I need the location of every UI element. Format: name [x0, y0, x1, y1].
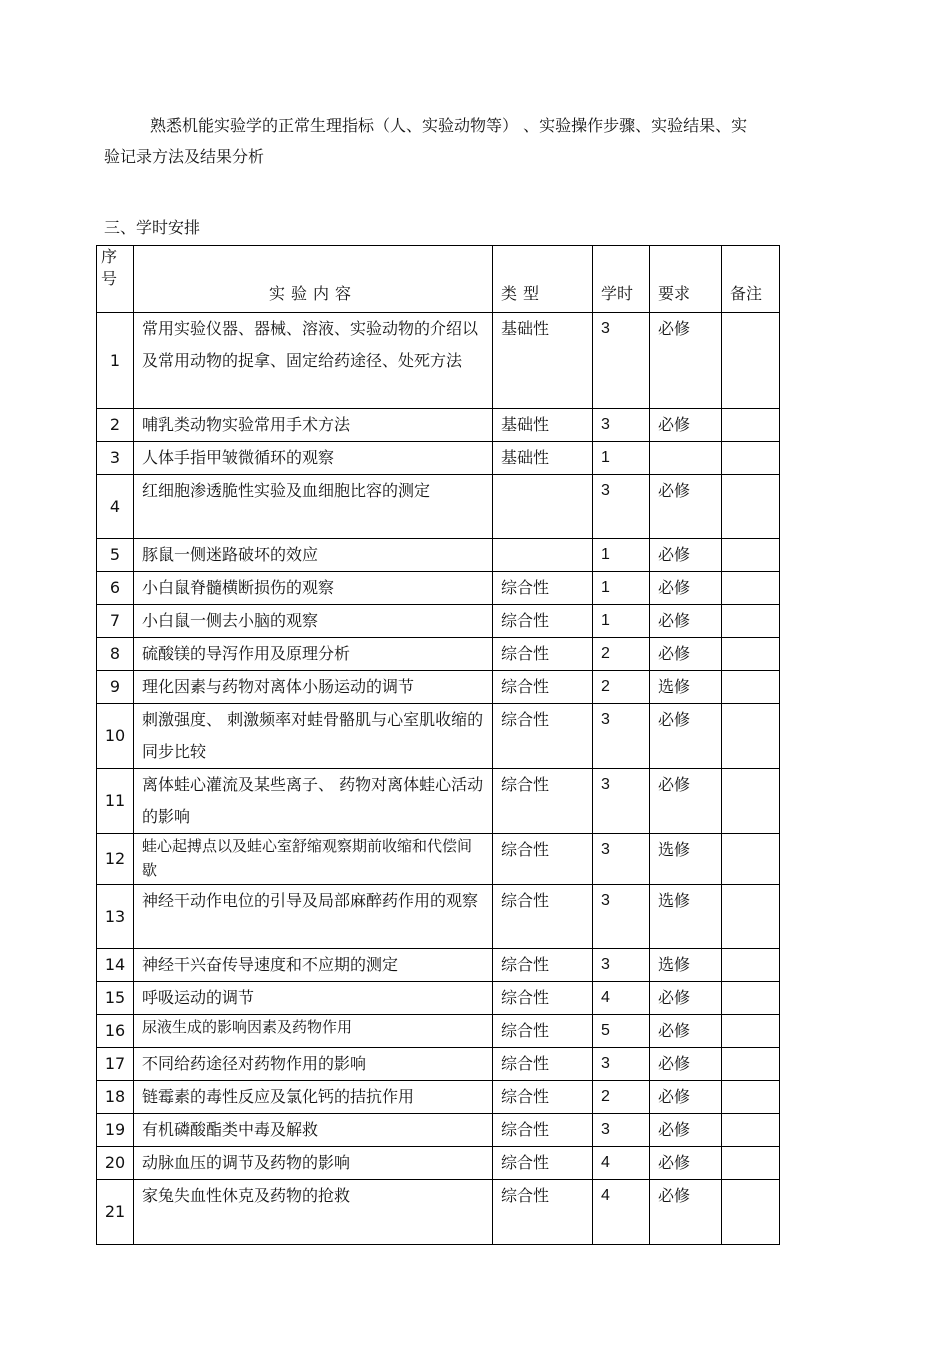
cell-no: 16 [97, 1015, 134, 1048]
cell-remarks [722, 409, 780, 442]
cell-no: 10 [97, 704, 134, 769]
cell-content: 蛙心起搏点以及蛙心室舒缩观察期前收缩和代偿间歇 [134, 834, 493, 885]
cell-requirement: 必修 [650, 1147, 722, 1180]
cell-hours: 1 [593, 539, 650, 572]
cell-no: 1 [97, 313, 134, 409]
cell-requirement: 必修 [650, 409, 722, 442]
cell-hours: 3 [593, 1114, 650, 1147]
cell-type: 综合性 [493, 638, 593, 671]
cell-content: 呼吸运动的调节 [134, 982, 493, 1015]
cell-remarks [722, 442, 780, 475]
cell-requirement: 必修 [650, 605, 722, 638]
cell-type: 综合性 [493, 1180, 593, 1245]
cell-no: 6 [97, 572, 134, 605]
cell-content: 豚鼠一侧迷路破坏的效应 [134, 539, 493, 572]
cell-requirement: 必修 [650, 704, 722, 769]
cell-no: 2 [97, 409, 134, 442]
header-requirement: 要求 [650, 246, 722, 313]
cell-no: 7 [97, 605, 134, 638]
cell-hours: 3 [593, 769, 650, 834]
table-row [97, 671, 780, 704]
cell-remarks [722, 704, 780, 769]
cell-remarks [722, 671, 780, 704]
intro-line-1: 熟悉机能实验学的正常生理指标（人、实验动物等） 、实验操作步骤、实验结果、实 [150, 116, 748, 135]
cell-remarks [722, 1081, 780, 1114]
table-row [97, 605, 780, 638]
cell-type: 综合性 [493, 1048, 593, 1081]
cell-remarks [722, 982, 780, 1015]
cell-type [493, 475, 593, 539]
cell-remarks [722, 572, 780, 605]
cell-hours: 1 [593, 572, 650, 605]
cell-remarks [722, 1048, 780, 1081]
cell-remarks [722, 1015, 780, 1048]
cell-requirement: 选修 [650, 671, 722, 704]
cell-requirement: 必修 [650, 1081, 722, 1114]
cell-remarks [722, 834, 780, 885]
table-row [97, 475, 780, 539]
cell-requirement: 选修 [650, 834, 722, 885]
cell-requirement: 必修 [650, 1048, 722, 1081]
cell-content: 神经干动作电位的引导及局部麻醉药作用的观察 [134, 885, 493, 949]
cell-type: 综合性 [493, 1081, 593, 1114]
cell-content: 哺乳类动物实验常用手术方法 [134, 409, 493, 442]
cell-type: 综合性 [493, 1114, 593, 1147]
header-hours: 学时 [593, 246, 650, 313]
cell-no: 11 [97, 769, 134, 834]
cell-requirement: 必修 [650, 539, 722, 572]
header-remarks: 备注 [722, 246, 780, 313]
table-row [97, 769, 780, 834]
cell-type: 综合性 [493, 671, 593, 704]
schedule-table [96, 245, 780, 1245]
cell-hours: 4 [593, 1147, 650, 1180]
cell-content: 家兔失血性休克及药物的抢救 [134, 1180, 493, 1245]
cell-no: 12 [97, 834, 134, 885]
intro-line-2: 验记录方法及结果分析 [104, 147, 265, 166]
cell-content: 动脉血压的调节及药物的影响 [134, 1147, 493, 1180]
table-row [97, 1114, 780, 1147]
cell-requirement: 必修 [650, 982, 722, 1015]
cell-hours: 3 [593, 409, 650, 442]
cell-content: 硫酸镁的导泻作用及原理分析 [134, 638, 493, 671]
cell-hours: 3 [593, 475, 650, 539]
cell-remarks [722, 1114, 780, 1147]
cell-content: 刺激强度、 刺激频率对蛙骨骼肌与心室肌收缩的同步比较 [134, 704, 493, 769]
cell-type: 基础性 [493, 442, 593, 475]
cell-requirement: 必修 [650, 313, 722, 409]
cell-type: 基础性 [493, 409, 593, 442]
cell-no: 18 [97, 1081, 134, 1114]
cell-hours: 4 [593, 1180, 650, 1245]
cell-type: 综合性 [493, 572, 593, 605]
cell-no: 4 [97, 475, 134, 539]
cell-type: 综合性 [493, 605, 593, 638]
table-row [97, 539, 780, 572]
cell-hours: 3 [593, 313, 650, 409]
cell-content: 人体手指甲皱微循环的观察 [134, 442, 493, 475]
cell-hours: 2 [593, 671, 650, 704]
cell-type: 综合性 [493, 834, 593, 885]
table-row [97, 1015, 780, 1048]
table-row [97, 949, 780, 982]
cell-hours: 1 [593, 605, 650, 638]
intro-paragraph [104, 110, 834, 172]
header-no: 序号 [97, 246, 134, 313]
table-row [97, 313, 780, 409]
cell-requirement: 必修 [650, 1015, 722, 1048]
cell-remarks [722, 313, 780, 409]
cell-no: 20 [97, 1147, 134, 1180]
cell-requirement: 必修 [650, 572, 722, 605]
table-row [97, 1147, 780, 1180]
cell-content: 小白鼠一侧去小脑的观察 [134, 605, 493, 638]
cell-content: 小白鼠脊髓横断损伤的观察 [134, 572, 493, 605]
cell-hours: 3 [593, 949, 650, 982]
cell-requirement: 选修 [650, 885, 722, 949]
cell-no: 14 [97, 949, 134, 982]
header-type: 类型 [493, 246, 593, 313]
cell-no: 13 [97, 885, 134, 949]
table-row [97, 638, 780, 671]
cell-type: 综合性 [493, 1015, 593, 1048]
cell-hours: 3 [593, 704, 650, 769]
table-row [97, 1081, 780, 1114]
cell-remarks [722, 475, 780, 539]
section-title: 三、学时安排 [104, 218, 201, 237]
cell-remarks [722, 1180, 780, 1245]
cell-requirement [650, 442, 722, 475]
table-row [97, 1180, 780, 1245]
cell-content: 离体蛙心灌流及某些离子、 药物对离体蛙心活动的影响 [134, 769, 493, 834]
table-row [97, 982, 780, 1015]
table-row [97, 834, 780, 885]
cell-no: 9 [97, 671, 134, 704]
cell-content: 神经干兴奋传导速度和不应期的测定 [134, 949, 493, 982]
cell-hours: 3 [593, 1048, 650, 1081]
cell-remarks [722, 605, 780, 638]
table-header-row [97, 246, 780, 313]
cell-hours: 4 [593, 982, 650, 1015]
cell-type: 综合性 [493, 704, 593, 769]
cell-remarks [722, 638, 780, 671]
cell-no: 3 [97, 442, 134, 475]
cell-requirement: 必修 [650, 1114, 722, 1147]
cell-content: 不同给药途径对药物作用的影响 [134, 1048, 493, 1081]
cell-remarks [722, 769, 780, 834]
cell-content: 尿液生成的影响因素及药物作用 [134, 1015, 493, 1048]
cell-content: 理化因素与药物对离体小肠运动的调节 [134, 671, 493, 704]
table-row [97, 572, 780, 605]
cell-no: 8 [97, 638, 134, 671]
cell-hours: 3 [593, 885, 650, 949]
cell-requirement: 选修 [650, 949, 722, 982]
cell-type: 综合性 [493, 769, 593, 834]
table-row [97, 409, 780, 442]
cell-hours: 2 [593, 638, 650, 671]
cell-content: 红细胞渗透脆性实验及血细胞比容的测定 [134, 475, 493, 539]
cell-type [493, 539, 593, 572]
cell-type: 综合性 [493, 982, 593, 1015]
cell-remarks [722, 1147, 780, 1180]
cell-type: 基础性 [493, 313, 593, 409]
cell-requirement: 必修 [650, 638, 722, 671]
cell-remarks [722, 539, 780, 572]
cell-hours: 1 [593, 442, 650, 475]
cell-remarks [722, 885, 780, 949]
cell-no: 19 [97, 1114, 134, 1147]
table-row [97, 1048, 780, 1081]
cell-no: 17 [97, 1048, 134, 1081]
cell-no: 21 [97, 1180, 134, 1245]
cell-type: 综合性 [493, 949, 593, 982]
table-row [97, 704, 780, 769]
table-row [97, 885, 780, 949]
header-content: 实验内容 [134, 246, 493, 313]
cell-type: 综合性 [493, 1147, 593, 1180]
cell-type: 综合性 [493, 885, 593, 949]
cell-requirement: 必修 [650, 769, 722, 834]
cell-remarks [722, 949, 780, 982]
cell-hours: 3 [593, 834, 650, 885]
cell-requirement: 必修 [650, 475, 722, 539]
cell-no: 15 [97, 982, 134, 1015]
cell-no: 5 [97, 539, 134, 572]
cell-content: 有机磷酸酯类中毒及解救 [134, 1114, 493, 1147]
cell-requirement: 必修 [650, 1180, 722, 1245]
cell-content: 常用实验仪器、器械、溶液、实验动物的介绍以及常用动物的捉拿、固定给药途径、处死方法 [134, 313, 493, 409]
table-row [97, 442, 780, 475]
cell-hours: 2 [593, 1081, 650, 1114]
table-body [97, 313, 780, 1245]
cell-content: 链霉素的毒性反应及氯化钙的拮抗作用 [134, 1081, 493, 1114]
cell-hours: 5 [593, 1015, 650, 1048]
